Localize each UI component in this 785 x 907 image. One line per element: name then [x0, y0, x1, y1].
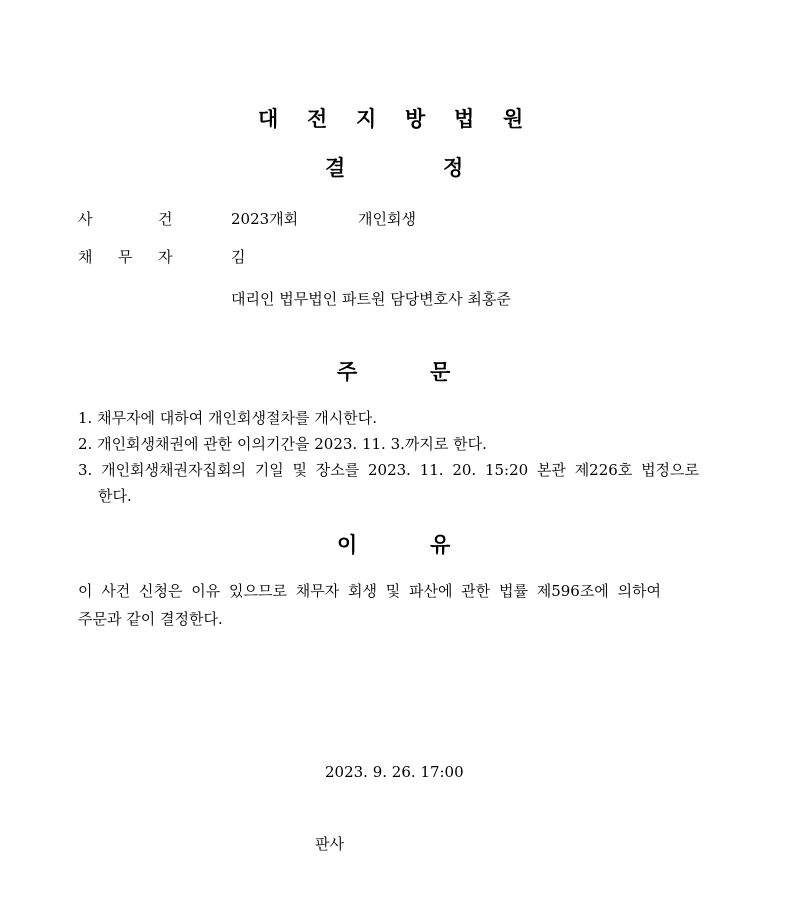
order-item-continuation: 한다.: [98, 487, 132, 505]
reason-line: 이 사건 신청은 이유 있으므로 채무자 회생 및 파산에 관한 법률 제596조에 의하여: [78, 582, 662, 600]
order-item: 2. 개인회생채권에 관한 이의기간을 2023. 11. 3.까지로 한다.: [78, 435, 487, 453]
doc-type-char: 결: [325, 156, 346, 180]
court-name-char: 지: [356, 107, 377, 131]
doc-type-char: 정: [443, 156, 464, 180]
court-name-char: 원: [503, 107, 524, 131]
debtor-label-char: 무: [118, 248, 133, 266]
representative: 대리인 법무법인 파트원 담당변호사 최홍준: [231, 290, 511, 308]
court-name-char: 법: [454, 107, 475, 131]
debtor-label-char: 채: [78, 248, 93, 266]
reason-heading-char: 유: [430, 533, 451, 557]
court-name-char: 전: [307, 107, 328, 131]
reason-line: 주문과 같이 결정한다.: [78, 610, 223, 628]
order-heading-char: 문: [430, 360, 451, 384]
order-heading-char: 주: [337, 360, 358, 384]
case-label-char: 사: [78, 210, 93, 228]
judge-label: 판사: [315, 835, 344, 853]
case-type: 개인회생: [358, 210, 416, 228]
court-name-char: 대: [258, 107, 279, 131]
reason-heading-char: 이: [337, 533, 358, 557]
order-item: 1. 채무자에 대하여 개인회생절차를 개시한다.: [78, 409, 377, 427]
decision-datetime: 2023. 9. 26. 17:00: [325, 763, 464, 781]
case-label-char: 건: [158, 210, 173, 228]
debtor-label-char: 자: [158, 248, 173, 266]
debtor-name: 김: [231, 248, 246, 266]
court-name-char: 방: [405, 107, 426, 131]
order-item: 3. 개인회생채권자집회의 기일 및 장소를 2023. 11. 20. 15:20 본관 제226호 법정으로: [78, 461, 700, 479]
case-number: 2023개회: [231, 210, 299, 228]
